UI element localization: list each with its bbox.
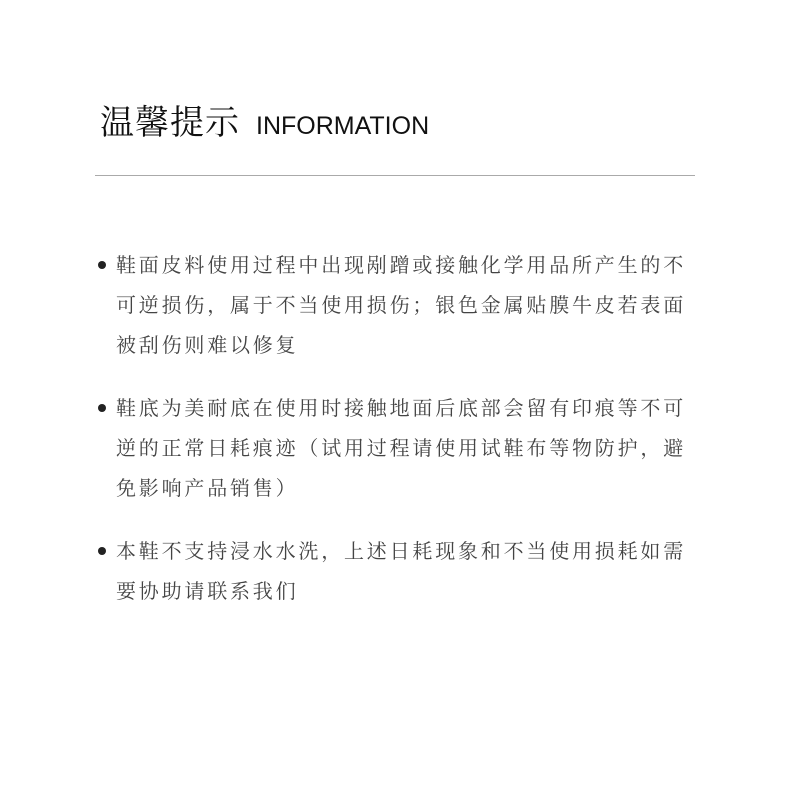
notice-line: 要协助请联系我们: [116, 579, 299, 603]
notice-item-washing: [0, 531, 790, 611]
header-divider: [95, 175, 695, 176]
notice-line: 被刮伤则难以修复: [116, 333, 299, 357]
page-title-english: INFORMATION: [256, 112, 430, 140]
page-title-chinese: 温馨提示: [100, 103, 240, 143]
notice-line: 逆的正常日耗痕迹（试用过程请使用试鞋布等物防护，避: [116, 436, 686, 460]
bullet-dot-icon: [98, 261, 106, 269]
notice-item-leather-care: [0, 245, 790, 365]
notice-line: 鞋底为美耐底在使用时接触地面后底部会留有印痕等不可: [116, 396, 686, 420]
notice-line: 免影响产品销售）: [116, 476, 299, 500]
bullet-dot-icon: [98, 404, 106, 412]
notice-list: [0, 245, 790, 634]
bullet-dot-icon: [98, 547, 106, 555]
notice-line: 可逆损伤，属于不当使用损伤；银色金属贴膜牛皮若表面: [116, 293, 686, 317]
notice-line: 本鞋不支持浸水水洗，上述日耗现象和不当使用损耗如需: [116, 539, 686, 563]
page-header: [100, 100, 429, 149]
notice-item-sole-wear: [0, 388, 790, 508]
notice-line: 鞋面皮料使用过程中出现剐蹭或接触化学用品所产生的不: [116, 253, 686, 277]
